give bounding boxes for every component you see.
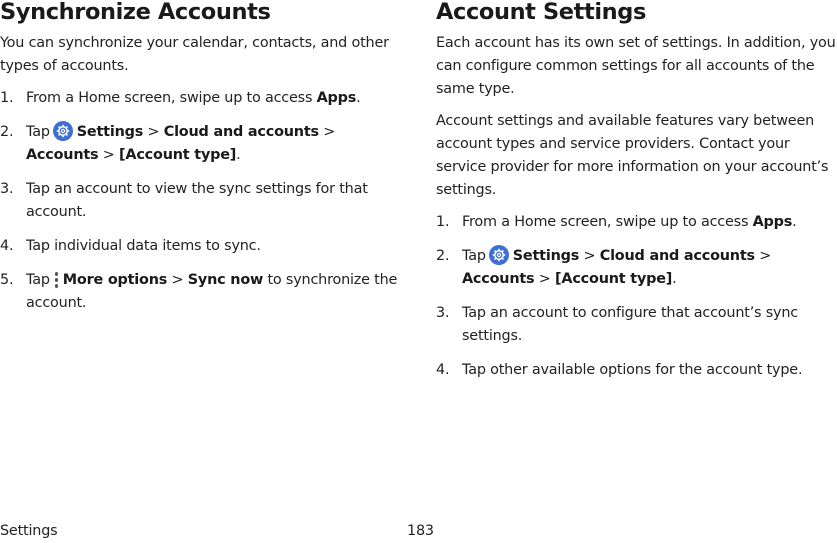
settings-label: Settings — [76, 124, 144, 140]
sync-now-label: Sync now — [187, 272, 264, 288]
intro-paragraph: Each account has its own set of settings. In addition, you can configure common settings for all accounts of the same type. — [436, 35, 836, 97]
list-item: 5. Tap More options > Sync now to synchronize the account. — [0, 269, 405, 315]
settings-gear-icon — [489, 245, 509, 265]
list-item: 2. Tap Settings > Cloud and accounts > Accounts > [Account type]. — [0, 121, 405, 167]
step-text: From a Home screen, swipe up to access — [462, 214, 753, 230]
step-text: Tap an account to view the sync settings for that account. — [26, 181, 368, 220]
step-number: 4. — [0, 238, 14, 254]
list-item — [436, 359, 836, 382]
settings-label: Settings — [512, 248, 580, 264]
list-item — [436, 302, 836, 348]
intro — [436, 32, 836, 202]
settings-gear-icon — [53, 121, 73, 141]
step-number: 5. — [0, 272, 14, 288]
list-item — [0, 235, 405, 258]
footer-section-name: Settings — [0, 523, 58, 539]
step-number: 3. — [0, 181, 14, 197]
page-number: 183 — [407, 523, 434, 539]
apps-label: Apps — [752, 214, 793, 230]
section-title-account-settings: Account Settings — [436, 0, 646, 25]
step-text: Tap individual data items to sync. — [26, 238, 261, 254]
more-options-icon — [53, 271, 60, 288]
intro — [0, 32, 405, 78]
step-number: 2. — [436, 248, 450, 264]
step-number: 1. — [436, 214, 450, 230]
left-column — [0, 0, 405, 326]
list-item: 1. From a Home screen, swipe up to access Apps. — [0, 87, 405, 110]
accounts-label: Accounts — [26, 147, 99, 163]
account-type-label: [Account type] — [555, 271, 673, 287]
list-item: 2. Tap Settings > Cloud and accounts > Accounts > [Account type]. — [436, 245, 836, 291]
step-number: 4. — [436, 362, 450, 378]
step-number: 3. — [436, 305, 450, 321]
apps-label: Apps — [316, 90, 357, 106]
cloud-accounts-label: Cloud and accounts — [163, 124, 319, 140]
accounts-label: Accounts — [462, 271, 535, 287]
step-text: Tap other available options for the account type. — [462, 362, 803, 378]
cloud-accounts-label: Cloud and accounts — [599, 248, 755, 264]
step-text: From a Home screen, swipe up to access — [26, 90, 317, 106]
more-options-label: More options — [62, 272, 168, 288]
intro-paragraph: Account settings and available features vary between account types and service providers. Contact your service provider for more information on your account’s settings. — [436, 113, 829, 198]
step-number: 2. — [0, 124, 14, 140]
list-item — [0, 178, 405, 224]
intro-paragraph: You can synchronize your calendar, contacts, and other types of accounts. — [0, 35, 389, 74]
step-text: Tap an account to configure that account’s sync settings. — [462, 305, 798, 344]
section-title-synchronize-accounts: Synchronize Accounts — [0, 0, 271, 25]
right-column — [436, 0, 836, 393]
account-type-label: [Account type] — [119, 147, 237, 163]
steps-list — [436, 211, 836, 382]
list-item: 1. From a Home screen, swipe up to access Apps. — [436, 211, 836, 234]
steps-list — [0, 87, 405, 315]
step-number: 1. — [0, 90, 14, 106]
